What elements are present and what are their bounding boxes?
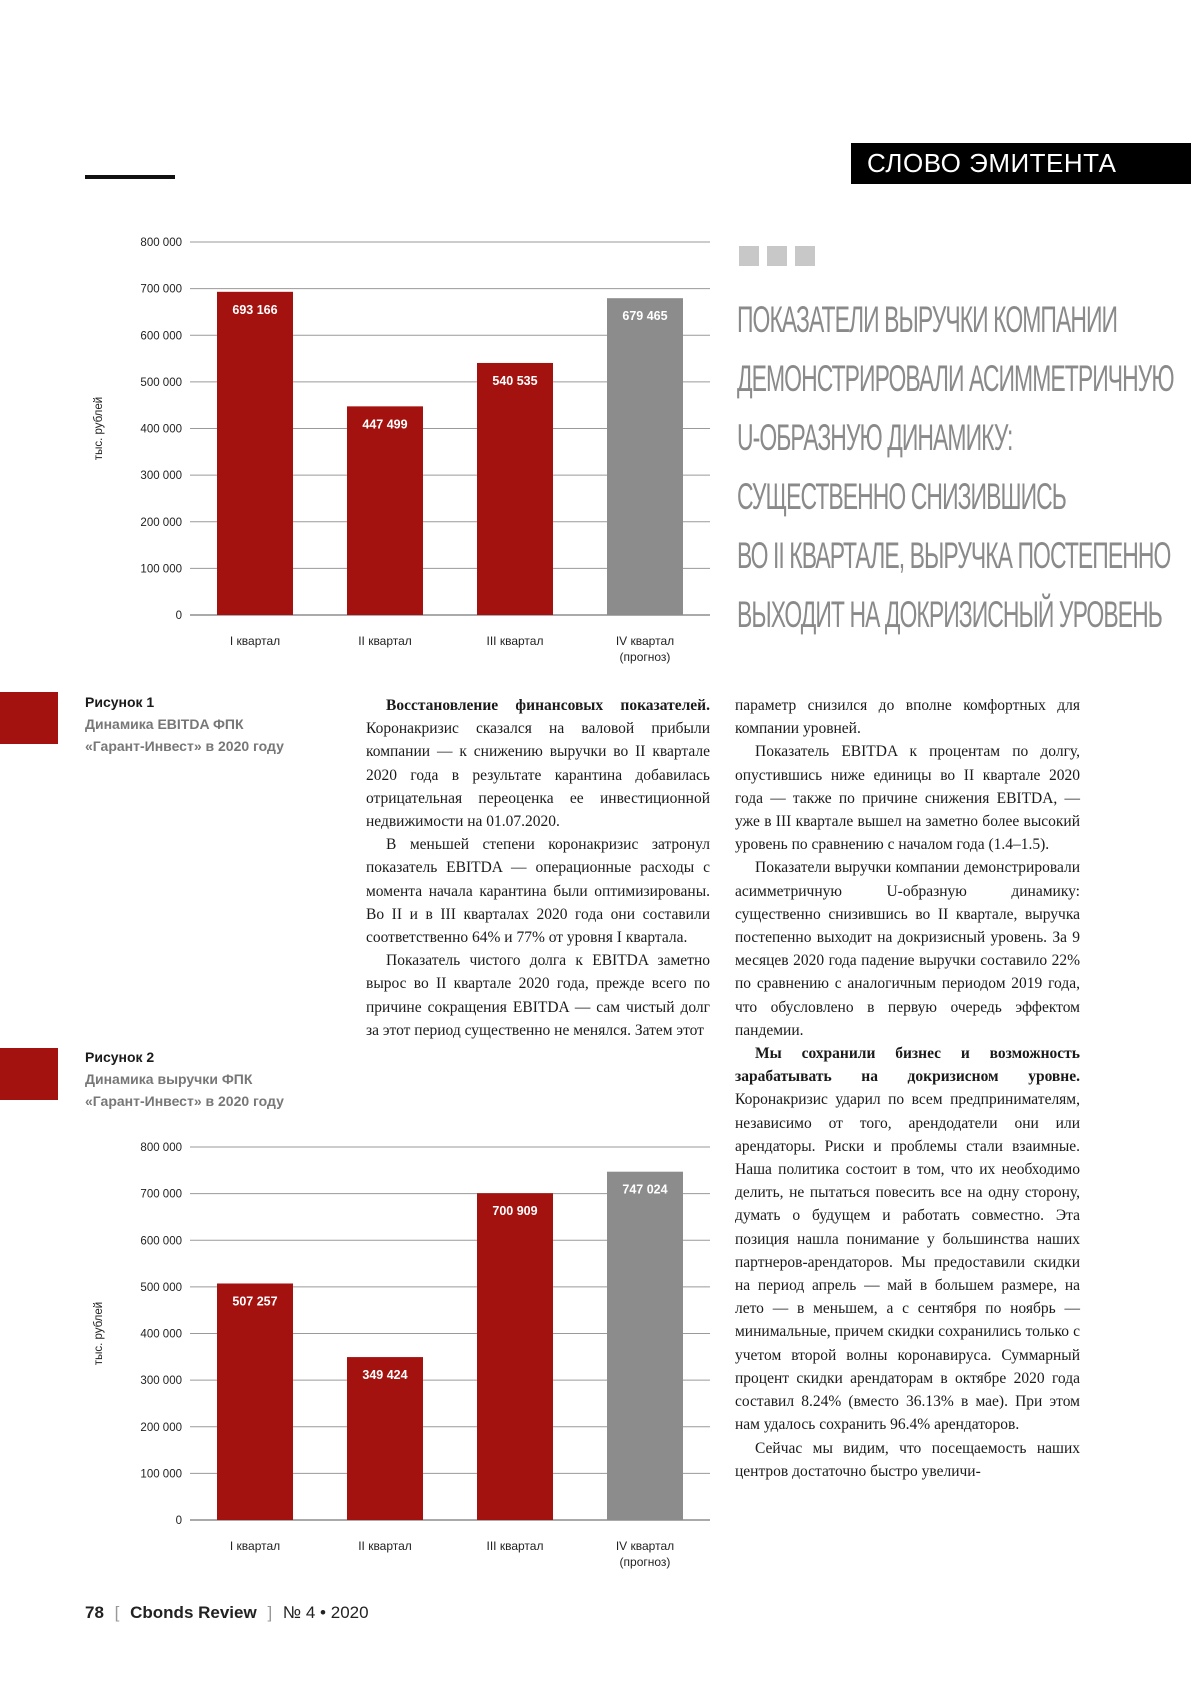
x-category-label: III квартал [486, 634, 544, 648]
subheading: Восстановление финансовых показателей. [386, 697, 710, 714]
pull-quote-line: ВО II КВАРТАЛЕ, ВЫРУЧКА ПОСТЕПЕННО [737, 535, 1171, 576]
y-tick-label: 500 000 [140, 376, 182, 389]
y-tick-label: 200 000 [140, 1421, 182, 1434]
article-column-1 [366, 694, 710, 1042]
section-tag: СЛОВО ЭМИТЕНТА [851, 143, 1191, 184]
x-category-label: II квартал [358, 1539, 412, 1553]
y-tick-label: 0 [175, 1515, 182, 1527]
figure-2-caption-line: «Гарант-Инвест» в 2020 году [85, 1093, 284, 1109]
bar-value-label: 447 499 [362, 417, 408, 432]
figure-2-number: Рисунок 2 [85, 1049, 155, 1065]
bar-value-label: 507 257 [232, 1294, 278, 1309]
pull-quote-line: СУЩЕСТВЕННО СНИЗИВШИСЬ [737, 476, 1066, 517]
article-paragraph [366, 694, 710, 833]
y-axis-label: тыс. рублей [93, 1301, 105, 1366]
bar [607, 298, 683, 615]
y-tick-label: 300 000 [140, 1375, 182, 1388]
pull-quote-line: ВЫХОДИТ НА ДОКРИЗИСНЫЙ УРОВЕНЬ [737, 594, 1162, 635]
paragraph-text: Коронакризис сказался на валовой прибыли компании — к снижению выручки во II квартале 2020 года в результате карантина добавилась отрицательная переоценка ее инвестиционной недвижимости на 01.07.2020. [366, 720, 710, 831]
pull-quote-line: U-ОБРАЗНУЮ ДИНАМИКУ: [737, 417, 1013, 458]
figure-1-caption-line: «Гарант-Инвест» в 2020 году [85, 738, 284, 754]
figure-2-caption-line: Динамика выручки ФПК [85, 1071, 253, 1087]
y-tick-label: 400 000 [140, 1328, 182, 1341]
bar [607, 1172, 683, 1520]
y-tick-label: 600 000 [140, 1235, 182, 1248]
pull-quote-line: ДЕМОНСТРИРОВАЛИ АСИММЕТРИЧНУЮ [737, 358, 1174, 399]
article-paragraph [735, 1042, 1080, 1436]
bar-value-label: 747 024 [622, 1182, 668, 1197]
y-tick-label: 100 000 [140, 1468, 182, 1481]
article-paragraph: Показатели выручки компании демонстрировали асимметричную U-образную динамику: существенно снизившись во II квартале, выручка постепенно выходит на докризисный уровень. За 9 месяцев 2020 года падение выручки составило 22% по сравнению с аналогичным периодом 2019 года, что обусловлено в первую очередь эффектом пандемии. [735, 859, 1080, 1039]
figure-1-number: Рисунок 1 [85, 694, 155, 710]
bar [347, 406, 423, 615]
footer-bracket: [ [114, 1603, 120, 1622]
y-tick-label: 300 000 [140, 470, 182, 483]
y-tick-label: 800 000 [140, 237, 182, 249]
bar-value-label: 540 535 [492, 373, 538, 388]
bar [217, 1283, 293, 1520]
figure-2-caption [85, 1068, 295, 1112]
x-category-label: I квартал [229, 634, 281, 648]
article-paragraph: Показатель чистого долга к EBITDA заметно вырос во II квартале 2020 года, прежде всего по причине сокращения EBITDA — сам чистый долг за этот период существенно не менялся. Затем этот [366, 952, 710, 1039]
pull-quote-line: ПОКАЗАТЕЛИ ВЫРУЧКИ КОМПАНИИ [737, 299, 1118, 340]
article-paragraph: Сейчас мы видим, что посещаемость наших центров достаточно быстро увеличи- [735, 1439, 1080, 1480]
y-tick-label: 700 000 [140, 283, 182, 296]
y-tick-label: 600 000 [140, 330, 182, 343]
ebitda-chart [80, 225, 720, 665]
figure-2-marker [0, 1048, 58, 1100]
y-tick-label: 400 000 [140, 423, 182, 436]
x-category-label: I квартал [229, 1539, 281, 1553]
bar [217, 292, 293, 615]
paragraph-text: Коронакризис ударил по всем предпринимателям, независимо от того, арендодатели они или арендаторы. Риски и проблемы стали взаимные. Наша политика состоит в том, что их необходимо делить, не пытаться повесить все на одну сторону, думать о будущем и работать совместно. Эта позиция нашла понимание у большинства наших партнеров-арендаторов. Мы предоставили скидки на период апрель — май в большем размере, на лето — в меньшем, а с сентября по ноябрь — минимальные, причем скидки сохранились только с учетом второй волны коронавируса. Суммарный процент скидки арендаторам в октябре 2020 года составил 8.24% (вместо 36.13% в мае). При этом нам удалось сохранить 96.4% арендаторов. [735, 1091, 1080, 1434]
y-tick-label: 0 [175, 610, 182, 622]
pull-quote [737, 290, 1174, 644]
y-tick-label: 200 000 [140, 516, 182, 529]
magazine-name: Cbonds Review [130, 1603, 257, 1622]
footer-bracket: ] [267, 1603, 273, 1622]
x-category-label: III квартал [486, 1539, 544, 1553]
article-paragraph: параметр снизился до вполне комфортных для компании уровней. [735, 697, 1080, 738]
bar-value-label: 349 424 [362, 1368, 408, 1383]
figure-1-caption [85, 713, 295, 757]
article-paragraph: Показатель EBITDA к процентам по долгу, опустившись ниже единицы во II квартале 2020 года — также по причине снижения EBITDA, — уже в III квартале вышел на заметно более высокий уровень по сравнению с началом года (1.4–1.5). [735, 743, 1080, 854]
x-category-label: (прогноз) [619, 650, 671, 664]
page-number: 78 [85, 1603, 104, 1622]
y-tick-label: 800 000 [140, 1142, 182, 1154]
x-category-label: IV квартал [615, 1539, 675, 1553]
x-category-label: (прогноз) [619, 1555, 671, 1569]
page-footer [85, 1603, 369, 1623]
article-column-2 [735, 694, 1080, 1483]
x-category-label: IV квартал [615, 634, 675, 648]
y-tick-label: 100 000 [140, 563, 182, 576]
y-tick-label: 500 000 [140, 1281, 182, 1294]
x-category-label: II квартал [358, 634, 412, 648]
bar-value-label: 693 166 [232, 302, 278, 317]
figure-1-marker [0, 692, 58, 744]
bar [477, 1193, 553, 1520]
y-tick-label: 700 000 [140, 1188, 182, 1201]
bar [477, 363, 553, 615]
decorative-squares [739, 246, 815, 266]
bar-value-label: 679 465 [622, 309, 668, 324]
subheading: Мы сохранили бизнес и возможность зарабатывать на докризисном уровне. [735, 1045, 1080, 1086]
issue-number: № 4 • 2020 [282, 1603, 369, 1622]
top-rule [85, 175, 175, 179]
figure-1-caption-line: Динамика EBITDA ФПК [85, 716, 244, 732]
revenue-chart [80, 1130, 720, 1575]
y-axis-label: тыс. рублей [93, 396, 105, 461]
article-paragraph: В меньшей степени коронакризис затронул показатель EBITDA — операционные расходы с момента начала карантина были оптимизированы. Во II и в III кварталах 2020 года они составили соответственно 64% и 77% от уровня I квартала. [366, 836, 710, 947]
bar-value-label: 700 909 [492, 1204, 538, 1219]
